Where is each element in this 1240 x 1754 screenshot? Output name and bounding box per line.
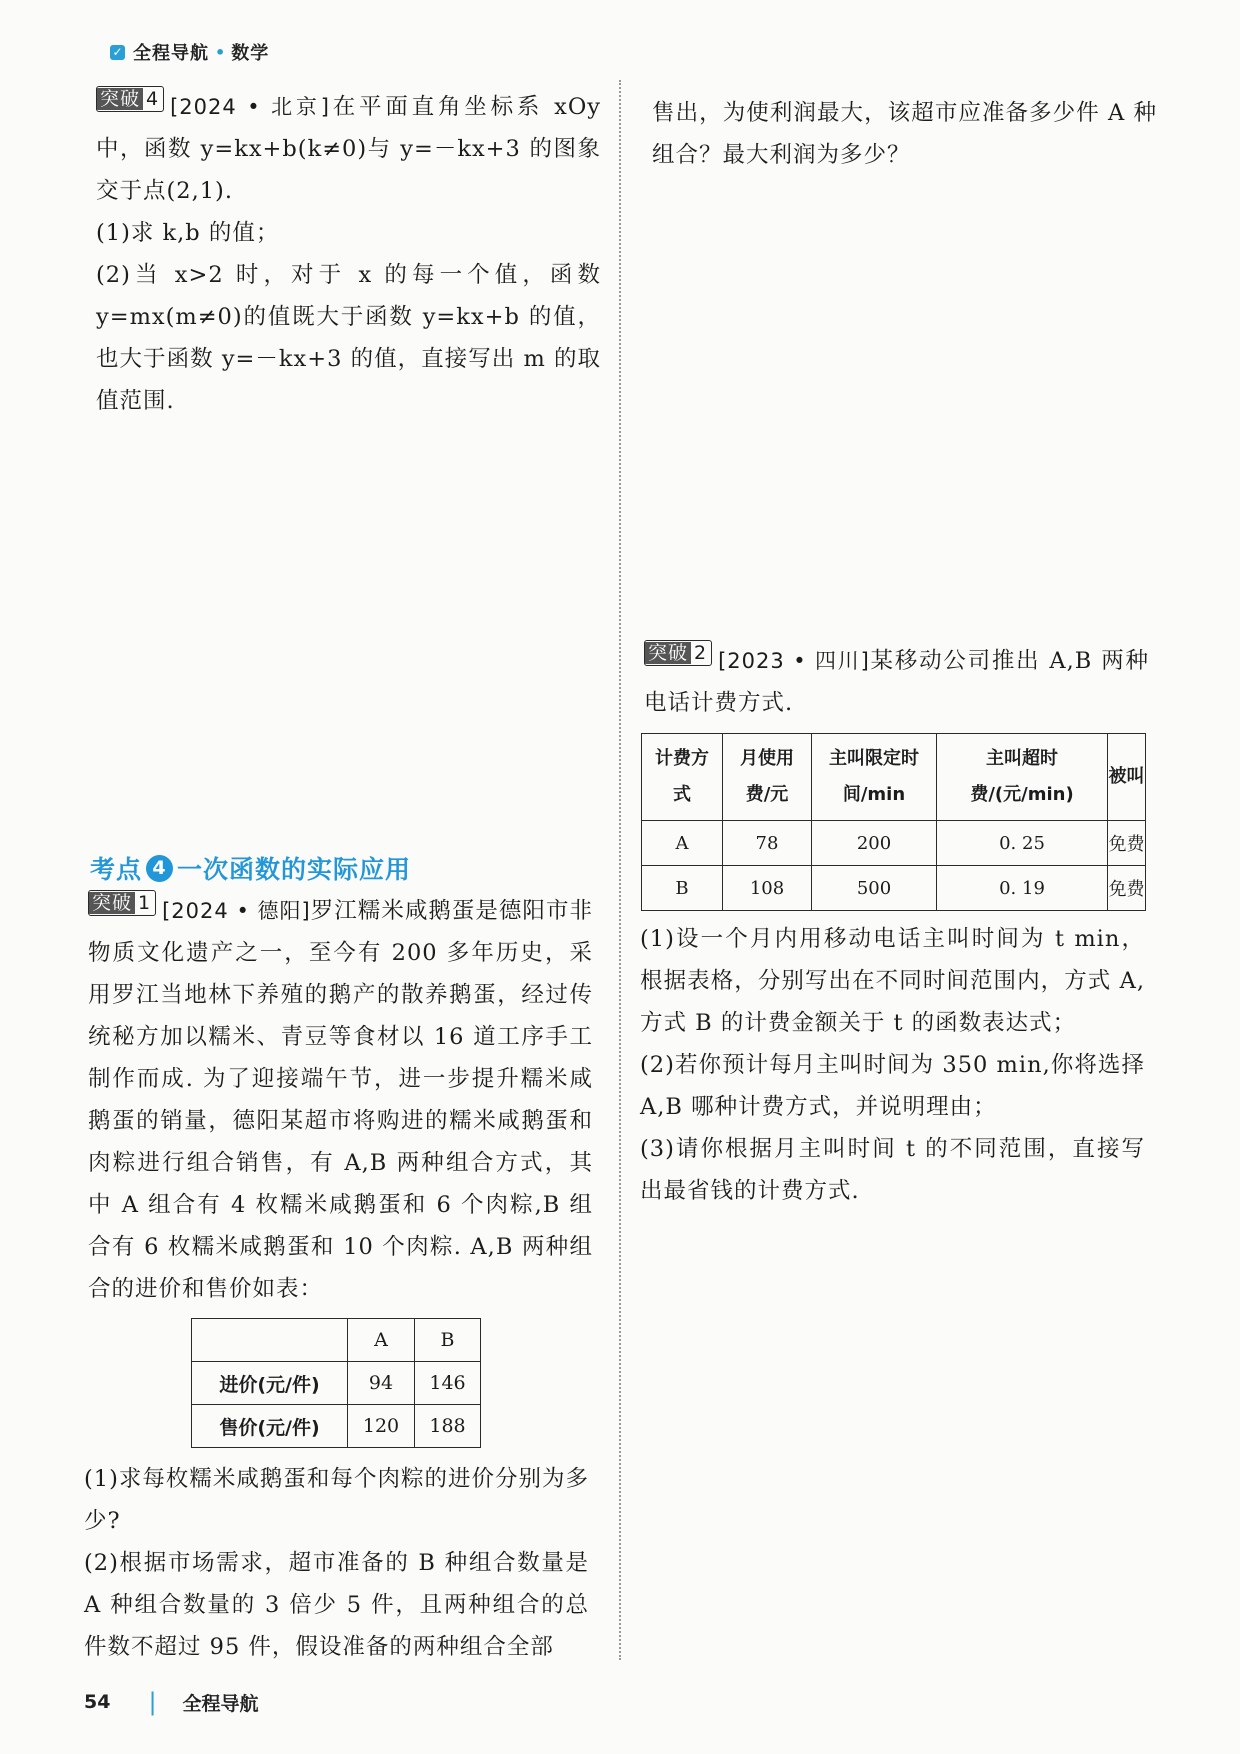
header-called: 被叫 — [1108, 734, 1146, 821]
table-row: A 78 200 0. 25 免费 — [642, 821, 1146, 866]
page-number: 54 — [84, 1691, 111, 1713]
running-header — [110, 38, 269, 66]
header-separator: • — [215, 42, 226, 62]
check-square-icon: ✓ — [110, 45, 125, 60]
problem-text: 在平面直角坐标系 xOy 中，函数 y=kx+b(k≠0)与 y=－kx+3 的图象交于点(2,1). — [96, 94, 602, 204]
problem-breakthrough-1 — [88, 890, 593, 1310]
topic-heading: 考点 4 一次函数的实际应用 — [90, 850, 411, 886]
question-1: (1)求每枚糯米咸鹅蛋和每个肉粽的进价分别为多少? — [84, 1466, 589, 1534]
header-call-limit: 主叫限定时间/min — [812, 734, 937, 821]
problem-statement — [644, 640, 1149, 724]
question-3: (3)请你根据月主叫时间 t 的不同范围，直接写出最省钱的计费方式. — [640, 1136, 1145, 1204]
problem-breakthrough-4 — [96, 86, 601, 422]
question-2-continued: 售出，为使利润最大，该超市应准备多少件 A 种组合？最大利润为多少？ — [652, 100, 1157, 168]
table-row: 售价(元/件) 120 188 — [192, 1405, 481, 1448]
question-2: (2)若你预计每月主叫时间为 350 min,你将选择 A,B 哪种计费方式，并说明理由； — [640, 1052, 1145, 1120]
problem-text: 某移动公司推出 A,B 两种电话计费方式. — [644, 648, 1149, 716]
problem-text: 罗江糯米咸鹅蛋是德阳市非物质文化遗产之一，至今有 200 多年历史，采用罗江当地林下养殖的鹅产的散养鹅蛋，经过传统秘方加以糯米、青豆等食材以 16 道工序手工制作而成. 为了迎接端午节，进一步提升糯米咸鹅蛋的销量，德阳某超市将购进的糯米咸鹅蛋和肉粽进行组合销售，有 A,B 两种组合方式，其中 A 组合有 4 枚糯米咸鹅蛋和 6 个肉粽,B 组合有 6 枚糯米咸鹅蛋和 10 个肉粽. A,B 两种组合的进价和售价如表： — [88, 898, 593, 1302]
column-divider — [619, 80, 621, 1660]
header-monthly-fee: 月使用费/元 — [723, 734, 812, 821]
problem-source: [2024 • 北京] — [170, 95, 330, 119]
billing-table — [641, 733, 1146, 911]
question-1: (1)求 k,b 的值； — [96, 220, 280, 246]
table-corner — [192, 1319, 348, 1362]
question-2: (2)当 x>2 时，对于 x 的每一个值，函数 y=mx(m≠0)的值既大于函数 y=kx+b 的值，也大于函数 y=－kx+3 的值，直接写出 m 的取值范围. — [96, 262, 601, 414]
header-billing-mode: 计费方式 — [642, 734, 723, 821]
problem-source: [2023 • 四川] — [718, 649, 870, 673]
breakthrough-tag: 突破 2 — [644, 640, 712, 666]
problem-breakthrough-1-questions — [84, 1458, 589, 1668]
breakthrough-tag: 突破 1 — [88, 890, 156, 916]
col-header-b: B — [415, 1319, 481, 1362]
problem-breakthrough-2 — [644, 640, 1149, 724]
header-series: 全程导航 — [133, 43, 209, 64]
col-header-a: A — [348, 1319, 415, 1362]
problem-source: [2024 • 德阳] — [162, 899, 311, 923]
question-2: (2)根据市场需求，超市准备的 B 种组合数量是 A 种组合数量的 3 倍少 5 件，且两种组合的总件数不超过 95 件，假设准备的两种组合全部 — [84, 1550, 589, 1660]
topic-number-badge: 4 — [146, 855, 173, 882]
table-row: 进价(元/件) 94 146 — [192, 1362, 481, 1405]
footer-series: 全程导航 — [182, 1692, 259, 1715]
problem-breakthrough-2-questions — [640, 918, 1145, 1212]
header-overtime-fee: 主叫超时费/(元/min) — [937, 734, 1108, 821]
price-table — [191, 1318, 481, 1448]
header-subject: 数学 — [231, 43, 270, 64]
problem-statement — [96, 86, 601, 212]
table-row: B 108 500 0. 19 免费 — [642, 866, 1146, 911]
problem-statement — [88, 890, 593, 1310]
topic-title: 一次函数的实际应用 — [177, 855, 412, 884]
breakthrough-tag: 突破 4 — [96, 86, 164, 112]
page-footer — [84, 1688, 259, 1716]
question-1: (1)设一个月内用移动电话主叫时间为 t min，根据表格，分别写出在不同时间范围内，方式 A,方式 B 的计费金额关于 t 的函数表达式； — [640, 926, 1145, 1036]
footer-separator: | — [148, 1688, 157, 1716]
